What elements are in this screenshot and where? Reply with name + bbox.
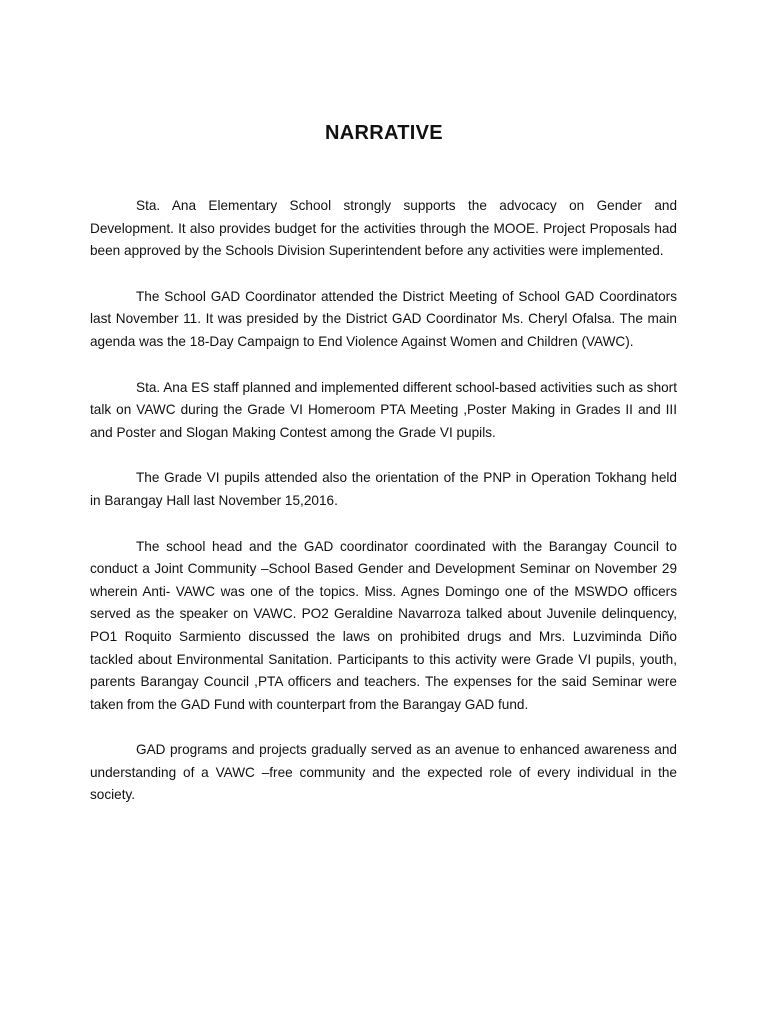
document-title: NARRATIVE (325, 122, 443, 144)
document-body (90, 195, 677, 830)
paragraph-district-meeting: The School GAD Coordinator attended the District Meeting of School GAD Coordinators last November 11. It was presided by the District GAD Coordinator Ms. Cheryl Ofalsa. The main agenda was the 18-Day Campaign to End Violence Against Women and Children (VAWC). (90, 288, 677, 349)
paragraph-conclusion: GAD programs and projects gradually served as an avenue to enhanced awareness and understanding of a VAWC –free community and the expected role of every individual in the society. (90, 742, 677, 803)
paragraph-school-activities: Sta. Ana ES staff planned and implemented different school-based activities such as short talk on VAWC during the Grade VI Homeroom PTA Meeting ,Poster Making in Grades II and III and Poster and Slogan Making Contest among the Grade VI pupils. (90, 379, 677, 440)
paragraph-joint-seminar: The school head and the GAD coordinator coordinated with the Barangay Council to conduct a Joint Community –School Based Gender and Development Seminar on November 29 wherein Anti- VAWC was one of the topics. Miss. Agnes Domingo one of the MSWDO officers served as the speaker on VAWC. PO2 Geraldine Navarroza talked about Juvenile delinquency, PO1 Roquito Sarmiento discussed the laws on prohibited drugs and Mrs. Luzviminda Diño tackled about Environmental Sanitation. Participants to this activity were Grade VI pupils, youth, parents Barangay Council ,PTA officers and teachers. The expenses for the said Seminar were taken from the GAD Fund with counterpart from the Barangay GAD fund. (90, 538, 677, 712)
paragraph-pnp-orientation: The Grade VI pupils attended also the orientation of the PNP in Operation Tokhang held in Barangay Hall last November 15,2016. (90, 470, 677, 508)
paragraph-school-support: Sta. Ana Elementary School strongly supports the advocacy on Gender and Development. It also provides budget for the activities through the MOOE. Project Proposals had been approved by the Schools Division Superintendent before any activities were implemented. (90, 198, 677, 259)
